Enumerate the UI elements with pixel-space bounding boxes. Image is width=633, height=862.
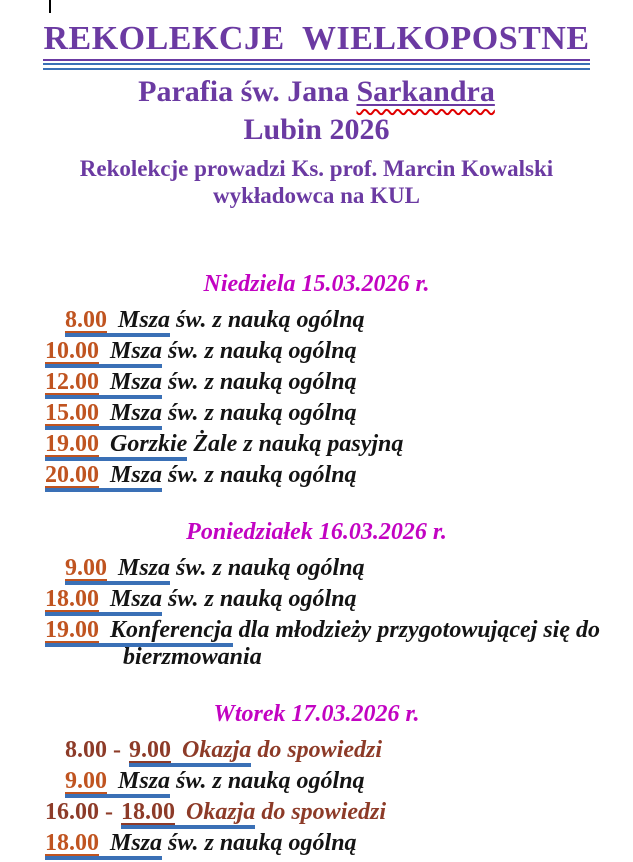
- grammar-underline-group: [65, 768, 170, 795]
- parish-name-text: Sarkandra: [356, 74, 495, 108]
- grammar-underline-group: [45, 462, 162, 489]
- main-title: [43, 21, 589, 70]
- section-entries: [45, 307, 627, 490]
- entry-keyword: Msza: [118, 767, 171, 794]
- entry-keyword: Msza: [118, 554, 171, 581]
- entry-description: św. z nauką ogólną: [162, 337, 357, 364]
- grammar-underline-group: [65, 555, 170, 582]
- entry-description: dla młodzieży przygotowującej się do bierzmowania: [123, 617, 600, 671]
- entry-keyword: Msza: [110, 368, 163, 395]
- entry-description: do spowiedzi: [251, 736, 383, 763]
- entry-time: 15.00: [45, 399, 99, 426]
- grammar-underline-group: [45, 400, 162, 427]
- city-year-line: Lubin 2026: [243, 112, 390, 146]
- schedule-entry: [45, 830, 627, 857]
- entry-description: św. z nauką ogólną: [170, 554, 365, 581]
- entry-description: św. z nauką ogólną: [162, 830, 357, 857]
- parish-line-prefix: Parafia św. Jana: [138, 74, 357, 108]
- entry-time: 18.00: [45, 830, 99, 857]
- schedule-entry: [45, 431, 627, 458]
- schedule-entry: [65, 307, 627, 334]
- schedule-entry: [65, 737, 627, 764]
- section-heading: Poniedziałek 16.03.2026 r.: [186, 519, 447, 546]
- entry-time: 12.00: [45, 368, 99, 395]
- entry-time: 19.00: [45, 430, 99, 457]
- entry-keyword: Msza: [110, 830, 163, 857]
- entry-description: do spowiedzi: [255, 799, 387, 826]
- entry-description: św. z nauką ogólną: [162, 585, 357, 612]
- schedule-section: [0, 519, 633, 671]
- schedule-section: [0, 271, 633, 489]
- grammar-underline-group: [45, 830, 162, 857]
- time-range-prefix: 16.00 -: [45, 799, 113, 826]
- text-cursor[interactable]: [49, 0, 51, 13]
- entry-description: św. z nauką ogólną: [162, 462, 357, 489]
- entry-description: św. z nauką ogólną: [162, 399, 357, 426]
- entry-description: św. z nauką ogólną: [170, 306, 365, 333]
- grammar-underline-group: [45, 617, 233, 644]
- entry-keyword: Okazja: [182, 736, 252, 763]
- entry-keyword: Gorzkie: [110, 430, 188, 457]
- entry-time: 10.00: [45, 337, 99, 364]
- entry-time: 9.00: [65, 767, 107, 794]
- grammar-double-underline: [43, 63, 589, 70]
- schedule-entry: [65, 555, 627, 582]
- grammar-underline-group: [45, 369, 162, 396]
- entry-time: 18.00: [45, 585, 99, 612]
- entry-time: 18.00: [121, 799, 175, 826]
- entry-keyword: Konferencja: [110, 617, 233, 643]
- schedule-entry: [45, 369, 627, 396]
- entry-time: 9.00: [129, 736, 171, 763]
- schedule-entry: [65, 768, 627, 795]
- entry-time: 20.00: [45, 462, 99, 489]
- grammar-underline-group: [45, 586, 162, 613]
- entry-keyword: Msza: [118, 306, 171, 333]
- main-title-text: REKOLEKCJE WIELKOPOSTNE: [43, 21, 589, 61]
- grammar-underline-group: [65, 307, 170, 334]
- entry-keyword: Msza: [110, 462, 163, 489]
- grammar-underline-group: [121, 799, 255, 826]
- retreat-leader-line1: Rekolekcje prowadzi Ks. prof. Marcin Kowalski: [79, 155, 554, 181]
- schedule-entry: [45, 400, 627, 427]
- entry-description: Żale z nauką pasyjną: [187, 430, 404, 457]
- entry-time: 8.00: [65, 306, 107, 333]
- section-entries: [45, 555, 627, 671]
- grammar-underline-group: [45, 338, 162, 365]
- schedule: [0, 271, 633, 857]
- entry-keyword: Msza: [110, 585, 163, 612]
- entry-description: św. z nauką ogólną: [162, 368, 357, 395]
- grammar-underline-group: [129, 737, 251, 764]
- schedule-section: [0, 701, 633, 857]
- entry-time: 19.00: [45, 617, 99, 643]
- schedule-entry: [45, 338, 627, 365]
- schedule-entry: [45, 462, 627, 489]
- section-heading: Niedziela 15.03.2026 r.: [203, 270, 430, 297]
- entry-time: 9.00: [65, 554, 107, 581]
- parish-line: [0, 75, 633, 108]
- entry-description: św. z nauką ogólną: [170, 767, 365, 794]
- section-heading: Wtorek 17.03.2026 r.: [213, 701, 420, 728]
- document-header: [0, 0, 633, 209]
- grammar-underline-group: [45, 431, 187, 458]
- retreat-leader-line2: wykładowca na KUL: [212, 182, 421, 208]
- entry-keyword: Msza: [110, 399, 163, 426]
- entry-keyword: Msza: [110, 337, 163, 364]
- section-entries: [45, 737, 627, 857]
- schedule-entry: [45, 617, 627, 671]
- schedule-entry: [45, 799, 627, 826]
- schedule-entry: [45, 586, 627, 613]
- time-range-prefix: 8.00 -: [65, 736, 121, 763]
- spellcheck-wavy-underline: [356, 75, 494, 108]
- entry-keyword: Okazja: [186, 799, 256, 826]
